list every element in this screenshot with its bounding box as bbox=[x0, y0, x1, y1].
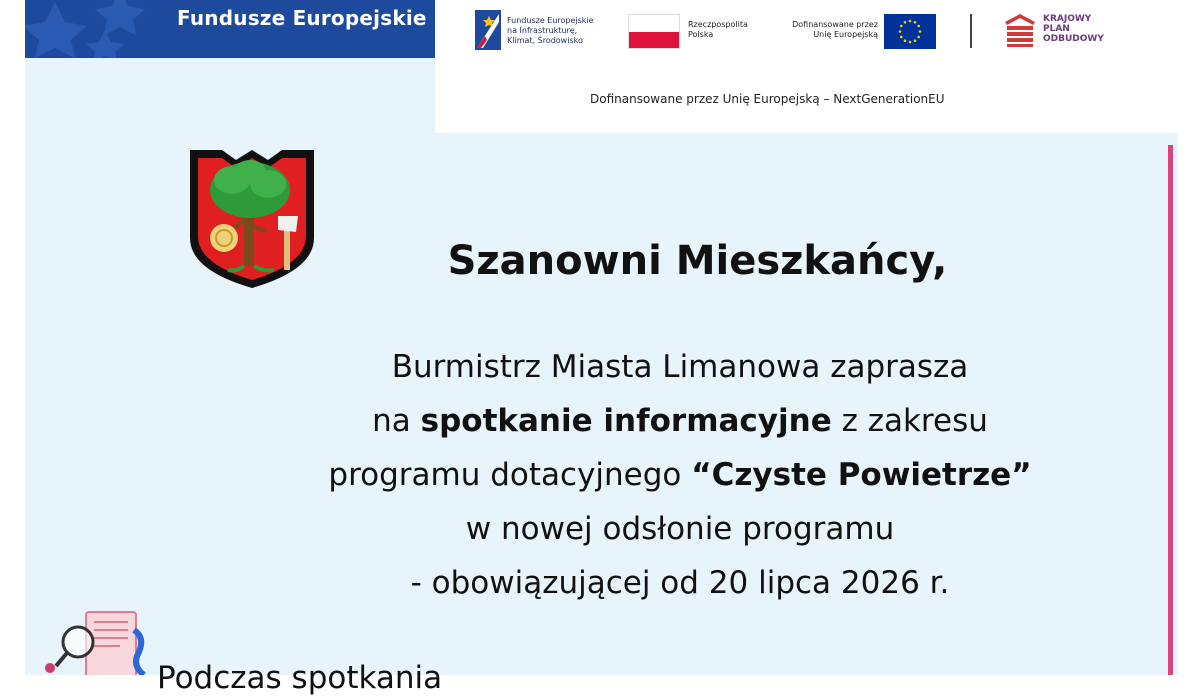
fe-logo-line3: Klimat, Środowisko bbox=[507, 36, 583, 45]
invitation-line-3 bbox=[240, 448, 1120, 502]
kpo-logo-line2: PLAN bbox=[1043, 24, 1070, 34]
invitation-line-2 bbox=[240, 394, 1120, 448]
accent-bar bbox=[1168, 145, 1173, 675]
rp-logo-line1: Rzeczpospolita bbox=[688, 20, 748, 29]
invitation-text bbox=[240, 340, 1120, 610]
fe-logo-icon bbox=[475, 10, 503, 50]
kpo-logo-line1: KRAJOWY bbox=[1043, 14, 1092, 24]
greeting-heading: Szanowni Mieszkańcy, bbox=[447, 238, 948, 284]
partial-bottom-text: Podczas spotkania bbox=[157, 660, 443, 696]
eu-logo-line1: Dofinansowane przez bbox=[792, 20, 878, 29]
rp-logo-line2: Polska bbox=[688, 30, 714, 39]
logo-kpo bbox=[1003, 12, 1123, 52]
invitation-line-5: - obowiązującej od 20 lipca 2026 r. bbox=[410, 565, 950, 601]
cofinancing-statement: Dofinansowane przez Unię Europejską – NextGenerationEU bbox=[590, 92, 945, 106]
eu-funds-band bbox=[25, 0, 435, 58]
document-magnifier-icon bbox=[40, 608, 150, 675]
kpo-logo-line3: ODBUDOWY bbox=[1043, 34, 1104, 44]
eu-logo-line2: Unię Europejską bbox=[813, 30, 878, 39]
fe-logo-line2: na Infrastrukturę, bbox=[507, 26, 578, 35]
polish-flag-icon bbox=[628, 14, 680, 49]
eu-funds-band-label: Fundusze Europejskie bbox=[177, 6, 427, 30]
logo-separator bbox=[970, 14, 972, 48]
eu-flag-icon bbox=[884, 14, 936, 49]
logo-fe-infrastruktura bbox=[475, 10, 635, 54]
invitation-line-2-post: z zakresu bbox=[831, 403, 988, 439]
logo-rzeczpospolita bbox=[628, 14, 768, 54]
meeting-type-emphasis: spotkanie informacyjne bbox=[420, 403, 832, 439]
invitation-line-2-pre: na bbox=[372, 403, 421, 439]
invitation-line-3-pre: programu dotacyjnego bbox=[328, 457, 692, 493]
eu-stars-decoration-icon bbox=[25, 0, 155, 58]
invitation-line-4: w nowej odsłonie programu bbox=[465, 511, 895, 547]
coat-of-arms-icon bbox=[186, 146, 318, 290]
logo-eu-cofinanced bbox=[778, 14, 943, 54]
invitation-line-1: Burmistrz Miasta Limanowa zaprasza bbox=[391, 349, 969, 385]
fe-logo-line1: Fundusze Europejskie bbox=[507, 16, 594, 25]
program-name-emphasis: “Czyste Powietrze” bbox=[691, 457, 1032, 493]
kpo-logo-icon bbox=[1003, 12, 1037, 48]
